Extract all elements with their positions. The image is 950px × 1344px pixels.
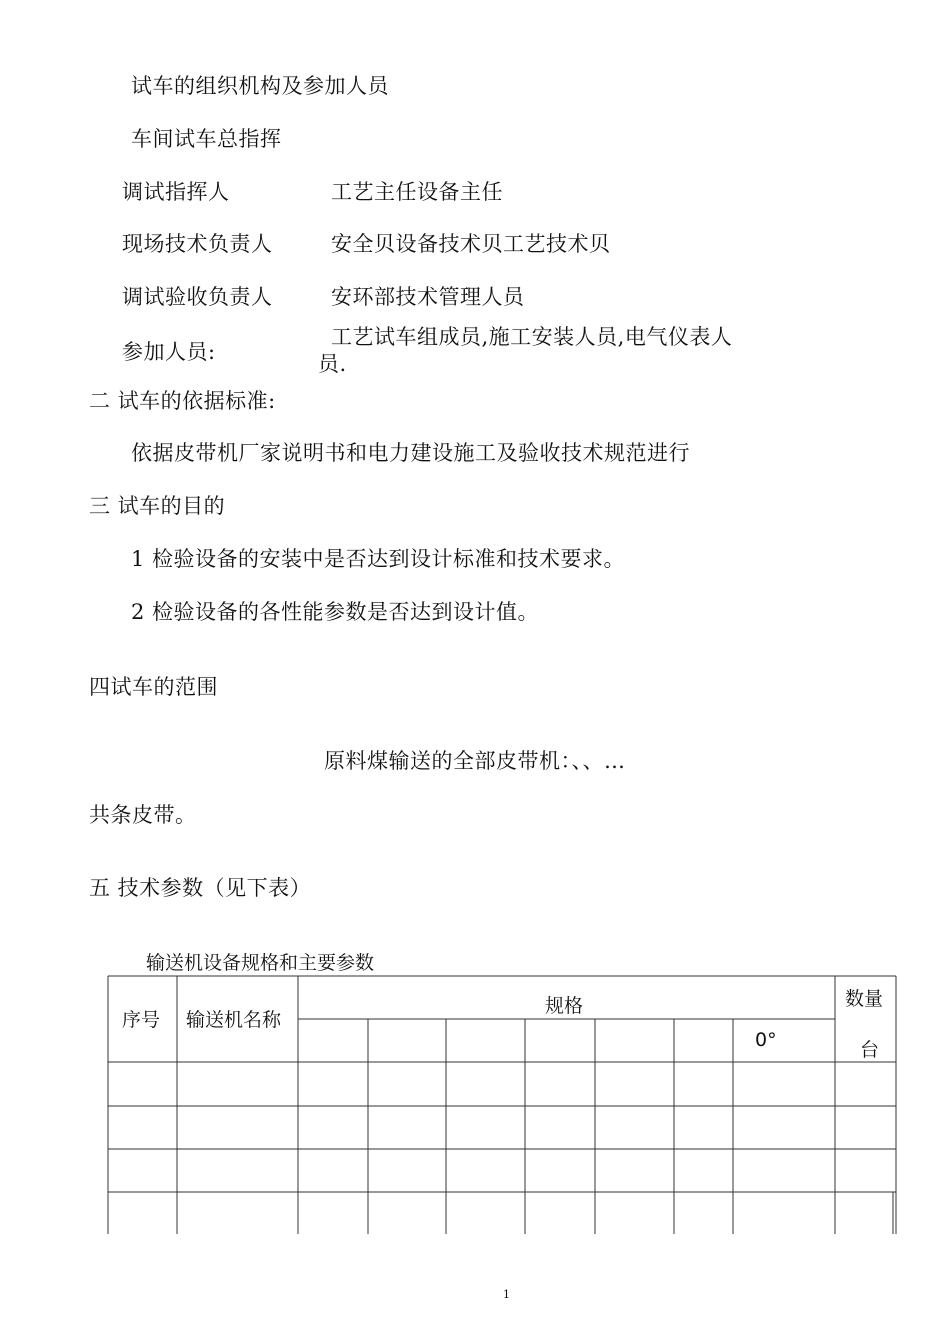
- role-label: 调试验收负责人: [122, 285, 273, 309]
- basis-text: 依据皮带机厂家说明书和电力建设施工及验收技术规范进行: [131, 441, 690, 465]
- role-label: 调试指挥人: [122, 180, 230, 204]
- command-heading: 车间试车总指挥: [131, 127, 282, 151]
- scope-text: 原料煤输送的全部皮带机：、、…: [324, 749, 626, 773]
- header-quantity: 数量: [845, 988, 884, 1010]
- role-people: 工艺主任设备主任: [331, 180, 503, 204]
- scope-heading: 四试车的范围: [89, 675, 218, 699]
- page-number: 1: [503, 1288, 510, 1301]
- table-title: 输送机设备规格和主要参数: [146, 952, 375, 974]
- role-people-cont: 员.: [318, 352, 347, 376]
- header-quantity-unit: 台: [860, 1039, 880, 1061]
- role-people: 工艺试车组成员,施工安装人员,电气仪表人: [331, 325, 733, 349]
- basis-heading: 二 试车的依据标准:: [89, 389, 276, 413]
- role-label: 参加人员:: [122, 340, 216, 364]
- header-angle: 0°: [755, 1029, 777, 1051]
- header-conveyor-name: 输送机名称: [186, 1009, 282, 1031]
- role-people: 安全贝设备技术贝工艺技术贝: [331, 232, 611, 256]
- org-heading: 试车的组织机构及参加人员: [131, 74, 389, 98]
- purpose-item: 2 检验设备的各性能参数是否达到设计值。: [131, 600, 540, 624]
- header-serial-no: 序号: [122, 1009, 161, 1031]
- params-heading: 五 技术参数（见下表）: [89, 876, 312, 900]
- purpose-item: 1 检验设备的安装中是否达到设计标准和技术要求。: [131, 547, 626, 571]
- role-label: 现场技术负责人: [122, 232, 273, 256]
- role-people: 安环部技术管理人员: [331, 285, 525, 309]
- header-spec: 规格: [545, 995, 584, 1017]
- purpose-heading: 三 试车的目的: [89, 494, 226, 518]
- scope-count: 共条皮带。: [89, 803, 197, 827]
